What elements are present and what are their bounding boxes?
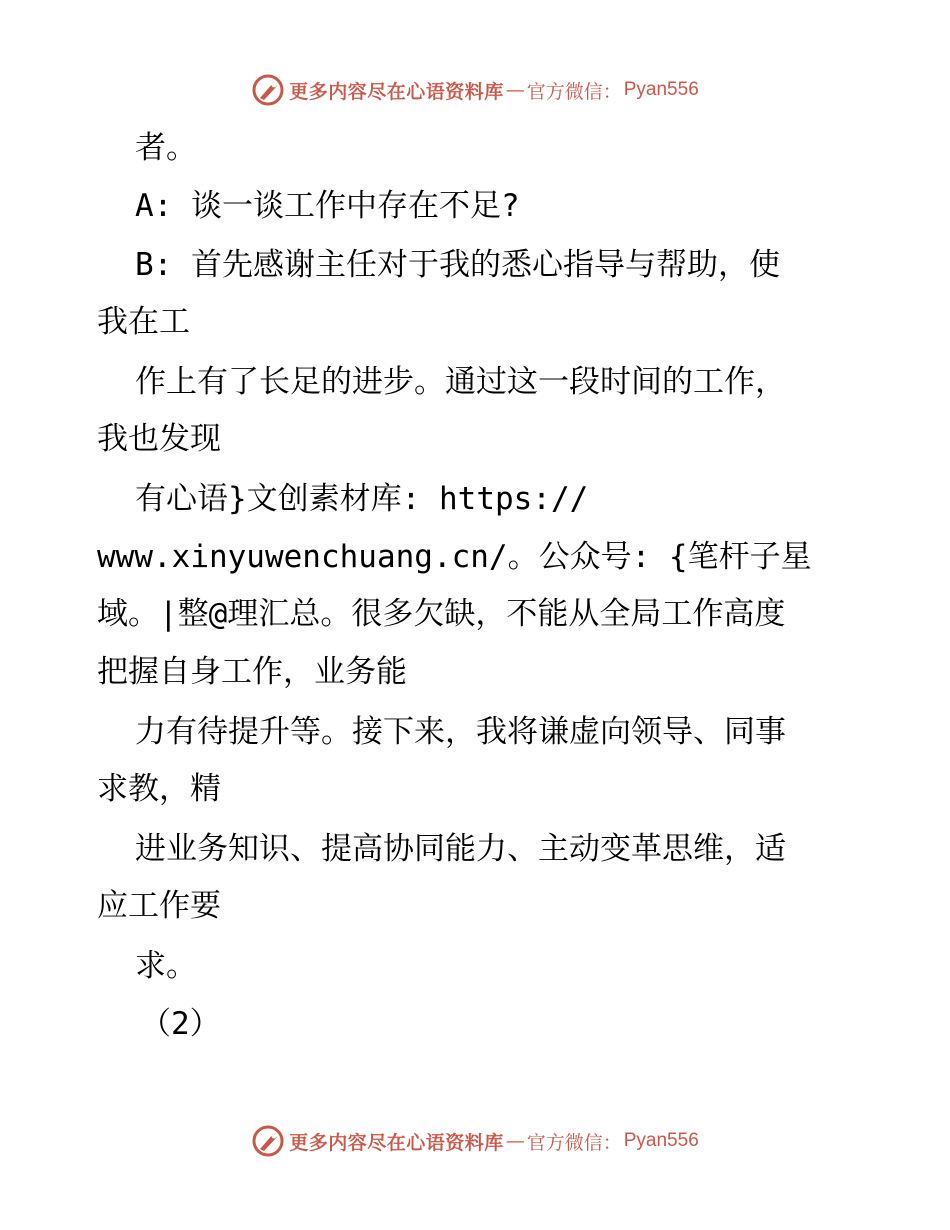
header-banner bbox=[0, 70, 950, 110]
body-line: 把握自身工作，业务能 bbox=[97, 654, 407, 690]
body-line: （2） bbox=[140, 1006, 221, 1042]
pen-logo-icon bbox=[251, 73, 285, 107]
footer-wechat-label: 官方微信： bbox=[526, 1131, 622, 1154]
header-dash: — bbox=[505, 79, 525, 101]
body-line: www.xinyuwenchuang.cn/。公众号: {笔杆子星 bbox=[97, 539, 812, 575]
header-wechat-id: Pyan556 bbox=[623, 79, 699, 100]
body-line: 力有待提升等。接下来，我将谦虚向领导、同事 bbox=[135, 714, 786, 750]
footer-wechat-id: Pyan556 bbox=[623, 1130, 699, 1151]
body-line: 我在工 bbox=[97, 304, 190, 340]
body-line: 求。 bbox=[135, 948, 197, 984]
header-title: 更多内容尽在心语资料库 bbox=[289, 80, 504, 103]
footer-dash: — bbox=[505, 1130, 525, 1152]
body-line: 有心语}文创素材库: https:// bbox=[135, 481, 589, 517]
body-line: 应工作要 bbox=[97, 888, 221, 924]
footer-title: 更多内容尽在心语资料库 bbox=[289, 1131, 504, 1154]
body-line: B: 首先感谢主任对于我的悉心指导与帮助，使 bbox=[135, 247, 780, 283]
body-line: 者。 bbox=[135, 130, 197, 166]
footer-banner bbox=[0, 1121, 950, 1161]
header-wechat-label: 官方微信： bbox=[526, 80, 622, 103]
body-line: 我也发现 bbox=[97, 421, 221, 457]
pen-logo-icon bbox=[251, 1124, 285, 1158]
body-line: 域。|整@理汇总。很多欠缺，不能从全局工作高度 bbox=[97, 596, 786, 632]
body-line: 作上有了长足的进步。通过这一段时间的工作， bbox=[135, 364, 786, 400]
body-line: 进业务知识、提高协同能力、主动变革思维，适 bbox=[135, 831, 786, 867]
body-line: A: 谈一谈工作中存在不足? bbox=[135, 188, 520, 224]
body-line: 求教，精 bbox=[97, 771, 221, 807]
